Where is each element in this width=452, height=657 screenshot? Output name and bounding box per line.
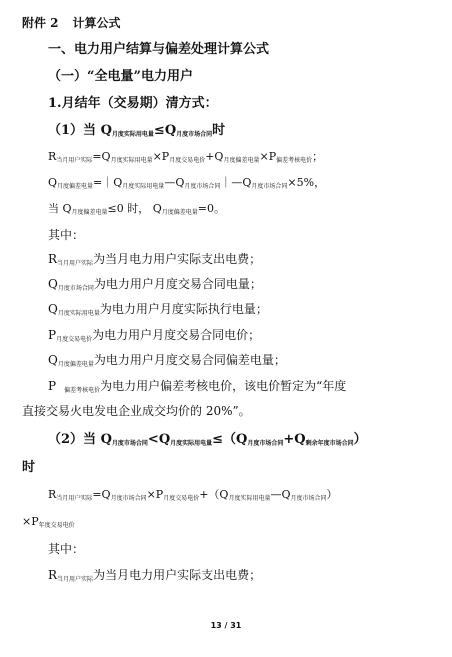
formula-2-s0: 月度偏差电量 — [57, 183, 94, 190]
formula-4-s1: 月度市场合同 — [110, 495, 147, 502]
definition-symbol: Q — [48, 353, 58, 367]
formula-1-s2: 月度交易电价 — [169, 157, 206, 164]
formula-3-t0: 当 Q — [48, 202, 72, 215]
attachment-header — [22, 17, 121, 29]
formula-4-s4: 月度市场合同 — [290, 495, 327, 502]
definition-item-penalty-price — [48, 380, 346, 394]
formula-1-end: ； — [312, 150, 324, 163]
formula-4-r-sub: 当月用户实际 — [56, 495, 93, 502]
case-2-t2: ≤（Q — [212, 432, 248, 447]
formula-1-s4: 偏差考核电价 — [276, 157, 313, 164]
case-2-s1: 月度市场合同 — [111, 440, 148, 447]
formula-4-s5: 年度交易电价 — [38, 522, 75, 529]
case-2-heading — [48, 433, 367, 447]
formula-4-eq: =Q — [92, 488, 111, 501]
formula-4-r: R — [48, 488, 57, 501]
formula-4-line2: ×P — [22, 515, 39, 528]
definition-sub: 月度实际用电量 — [57, 310, 100, 317]
definition-symbol: P — [48, 328, 57, 342]
section-heading: 一、电力用户结算与偏差处理计算公式 — [48, 42, 270, 57]
case-2-t3: +Q — [283, 432, 306, 447]
formula-2-s1: 月度实际用电量 — [122, 183, 165, 190]
definition-text: 为电力用户月度交易合同电价； — [92, 328, 261, 342]
formula-2-t0: =｜Q — [93, 176, 123, 189]
case-2-s2: 月度实际用电量 — [170, 440, 213, 447]
formula-3-s1: 月度偏差电量 — [161, 209, 198, 216]
definition-sub: 当月用户实际 — [57, 260, 94, 267]
formula-2-t2: ｜—Q — [220, 176, 252, 189]
definition-sub: 月度市场合同 — [57, 285, 94, 292]
formula-4-t2: +（Q — [199, 488, 229, 501]
formula-1-t2: +Q — [205, 150, 224, 163]
case-2-s4: 剩余年度市场合同 — [305, 440, 354, 447]
formula-2-q: Q — [48, 176, 58, 189]
formula-3-s0: 月度偏差电量 — [71, 209, 108, 216]
formula-4 — [48, 489, 338, 502]
formula-1-s1: 月度实际用电量 — [110, 157, 153, 164]
definition-sub: 月度偏差电量 — [57, 361, 94, 368]
definition-item — [48, 278, 262, 292]
formula-1-r: R — [48, 150, 57, 163]
case-1-heading — [48, 124, 225, 138]
definition-symbol: P — [48, 379, 57, 393]
formula-2-end: ×5%， — [287, 176, 326, 189]
formula-1-r-sub: 当月用户实际 — [56, 157, 93, 164]
case-2-t1: <Q — [147, 432, 171, 447]
where-label-2: 其中： — [48, 542, 85, 556]
definition-text: 为电力用户月度交易合同电量； — [93, 277, 262, 291]
definition-sub: 偏差考核电价 — [64, 387, 101, 394]
definition-item — [48, 569, 261, 583]
attachment-title: 计算公式 — [72, 16, 121, 30]
case-2-heading-cont: 时 — [22, 460, 36, 475]
case-1-sub-b: 月度市场合同 — [176, 131, 213, 138]
case-1-op: ≤Q — [153, 123, 177, 138]
formula-2-t1: —Q — [164, 176, 185, 189]
formula-3-t1: ≤0 时， Q — [107, 202, 162, 215]
formula-2-s3: 月度市场合同 — [251, 183, 288, 190]
case-1-prefix: （1）当 Q — [48, 123, 112, 138]
case-2-s3: 月度市场合同 — [247, 440, 284, 447]
method-heading: 1.月结年（交易期）清方式： — [48, 96, 218, 111]
definition-text: 为当月电力用户实际支出电费； — [93, 252, 262, 266]
formula-1-t1: ×P — [152, 150, 170, 163]
formula-1-s3: 月度偏差电量 — [223, 157, 260, 164]
formula-4-t1: ×P — [146, 488, 164, 501]
attachment-label: 附件 2 — [22, 16, 59, 30]
definition-item — [48, 354, 286, 368]
definition-text: 为电力用户偏差考核电价，该电价暂定为“年度 — [100, 379, 347, 393]
formula-4-s3: 月度实际用电量 — [228, 495, 271, 502]
definition-sub: 当月用户实际 — [57, 576, 94, 583]
formula-4-s2: 月度交易电价 — [163, 495, 200, 502]
formula-1 — [48, 151, 323, 164]
definition-symbol: R — [48, 252, 58, 266]
definition-sub: 月度交易电价 — [56, 336, 93, 343]
definition-text: 为电力用户月度实际执行电量； — [99, 302, 268, 316]
definition-continuation: 直接交易火电发电企业成交均价的 20%”。 — [22, 404, 251, 418]
definition-item — [48, 303, 268, 317]
case-2-t4: ） — [353, 432, 367, 447]
formula-1-t3: ×P — [259, 150, 277, 163]
case-1-sub-a: 月度实际用电量 — [111, 131, 154, 138]
formula-2-s2: 月度市场合同 — [184, 183, 221, 190]
formula-2 — [48, 177, 325, 190]
case-2-prefix: （2）当 Q — [48, 432, 112, 447]
definition-text: 为当月电力用户实际支出电费； — [93, 568, 262, 582]
definition-item — [48, 253, 261, 267]
definition-symbol: R — [48, 568, 58, 582]
formula-3-end: =0。 — [197, 202, 225, 215]
subsection-heading: （一）“全电量”电力用户 — [48, 69, 193, 84]
definition-symbol: Q — [48, 302, 58, 316]
page-number: 13 / 31 — [210, 621, 242, 630]
definition-text: 为电力用户月度交易合同偏差电量； — [93, 353, 286, 367]
definition-symbol: Q — [48, 277, 58, 291]
formula-4-t3: —Q — [270, 488, 291, 501]
definition-item — [48, 329, 260, 343]
formula-4-end: ） — [326, 488, 338, 501]
case-1-suffix: 时 — [212, 123, 226, 138]
where-label-1: 其中： — [48, 228, 85, 242]
formula-1-eq: =Q — [92, 150, 111, 163]
formula-3 — [48, 203, 225, 216]
formula-4-cont — [22, 516, 75, 529]
